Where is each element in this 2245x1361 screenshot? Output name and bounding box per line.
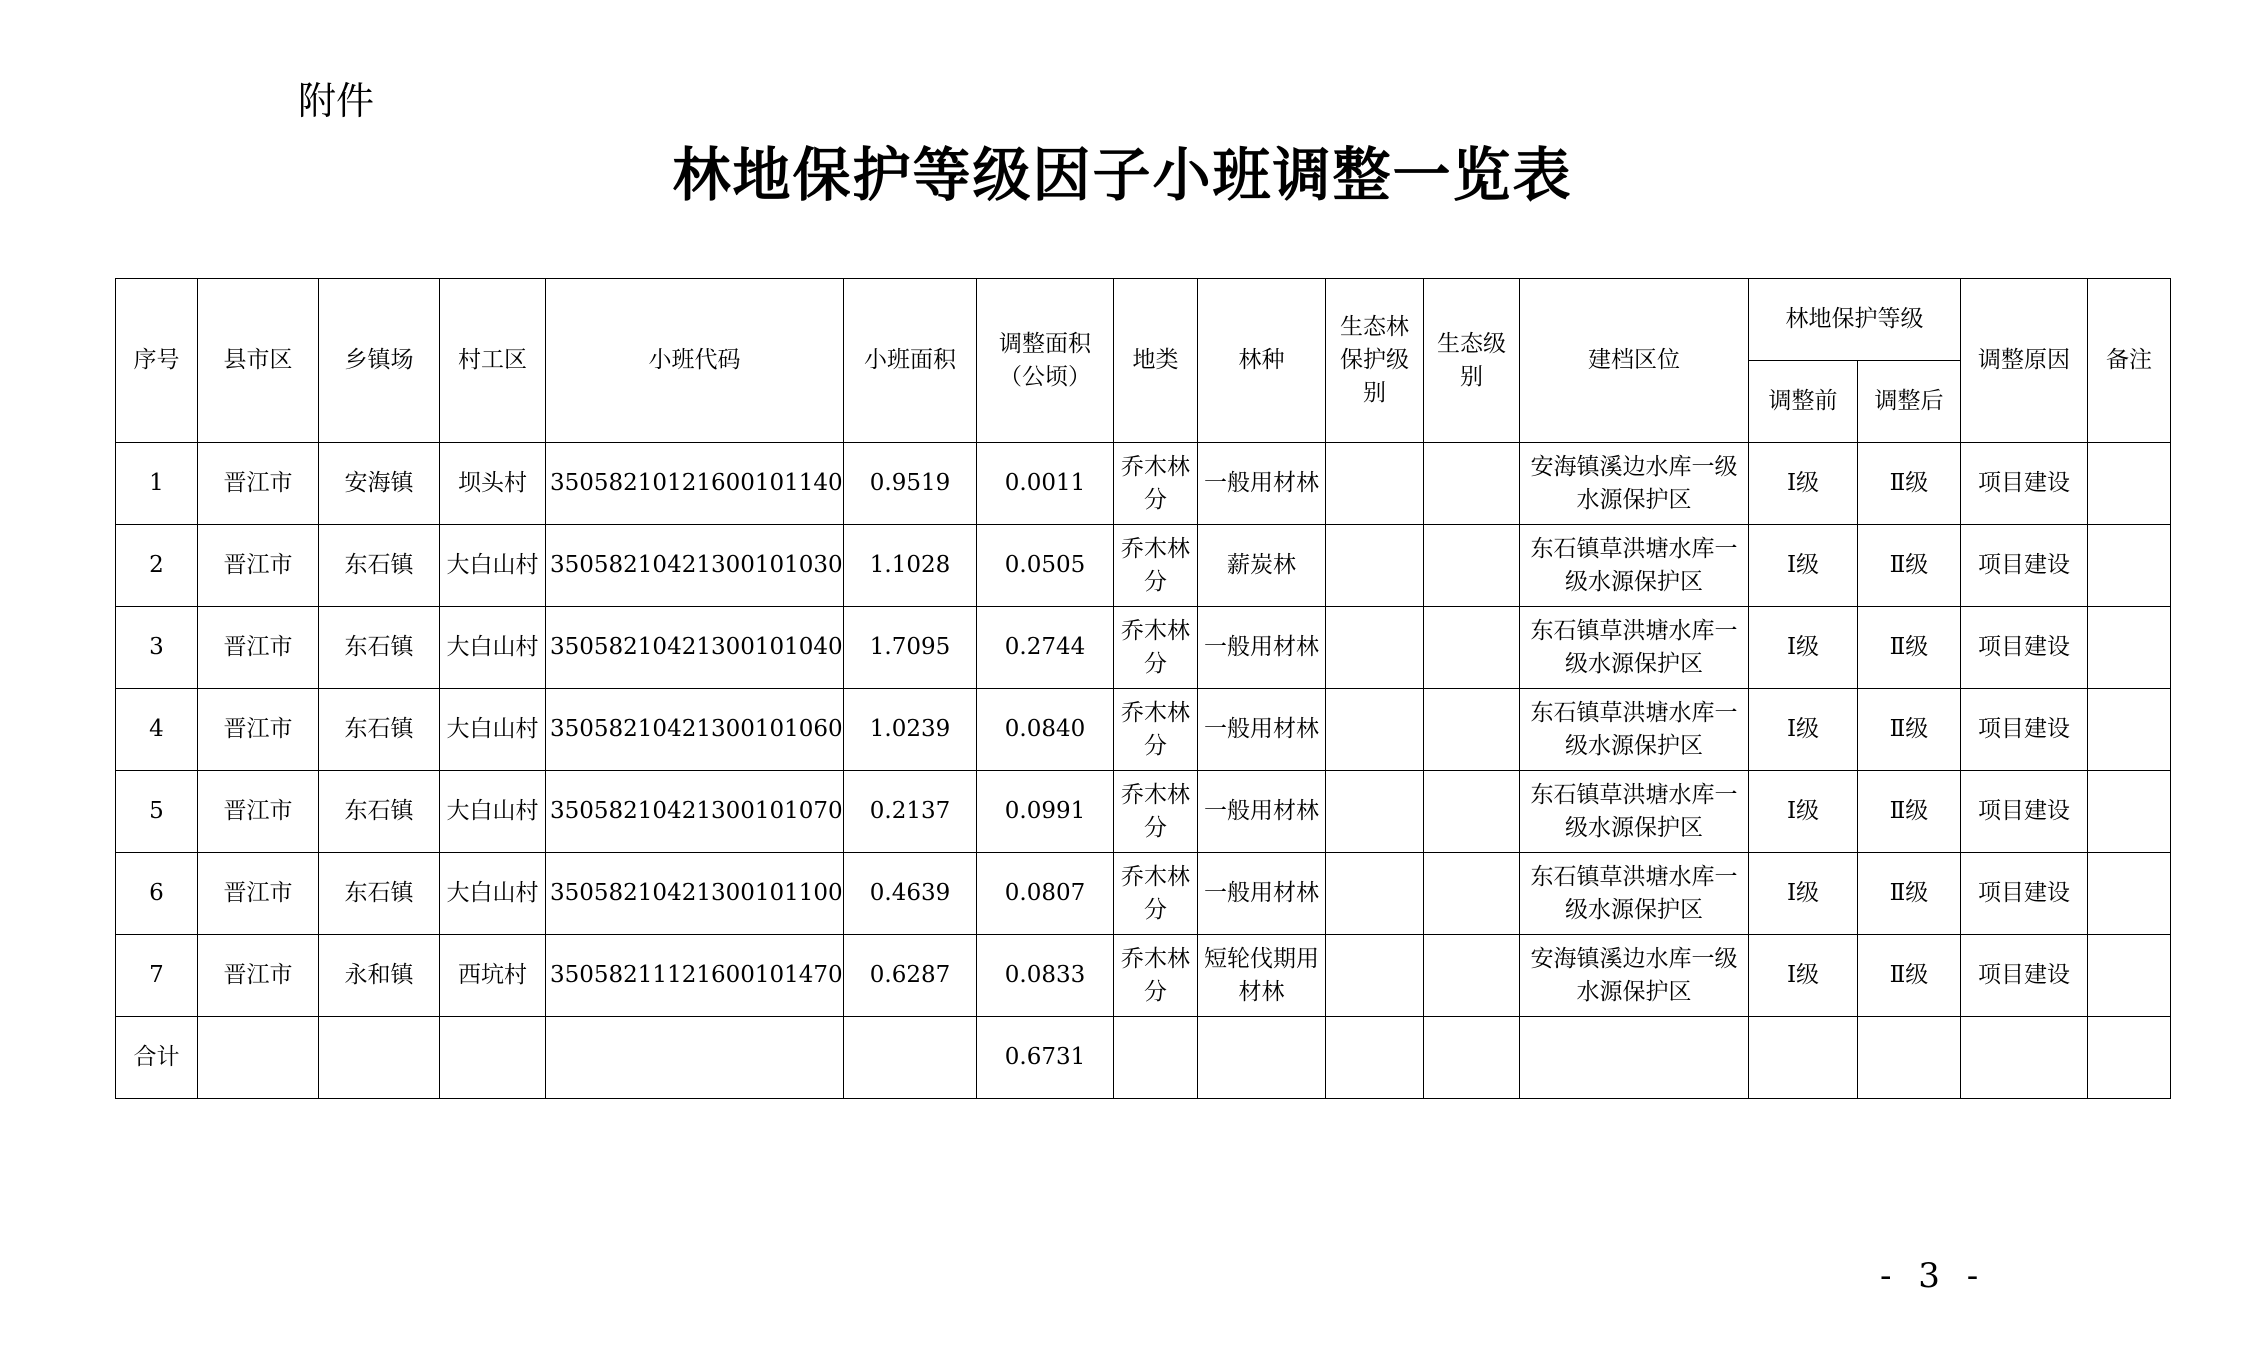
cell-eco-level (1326, 525, 1424, 607)
header-note: 备注 (2088, 279, 2171, 443)
cell-adj-area: 0.0505 (977, 525, 1114, 607)
cell-town: 永和镇 (319, 935, 440, 1017)
cell-adj-area: 0.0833 (977, 935, 1114, 1017)
header-after: 调整后 (1858, 361, 1961, 443)
cell-adj-area: 0.0807 (977, 853, 1114, 935)
table-row (116, 853, 2171, 935)
cell-note (2088, 607, 2171, 689)
cell-county: 晋江市 (198, 525, 319, 607)
header-eco-grade: 生态级别 (1424, 279, 1520, 443)
total-row (116, 1017, 2171, 1099)
cell-zone: 安海镇溪边水库一级水源保护区 (1520, 443, 1749, 525)
attachment-label: 附件 (298, 79, 375, 123)
cell-note (2088, 771, 2171, 853)
cell-area: 0.9519 (844, 443, 977, 525)
header-town: 乡镇场 (319, 279, 440, 443)
cell-code: 35058210421300101040 (546, 607, 844, 689)
cell-county: 晋江市 (198, 853, 319, 935)
cell-after: Ⅱ级 (1858, 853, 1961, 935)
cell-reason: 项目建设 (1961, 443, 2088, 525)
cell-village: 西坑村 (440, 935, 546, 1017)
cell-land-type: 乔木林分 (1114, 607, 1198, 689)
cell-county: 晋江市 (198, 935, 319, 1017)
cell-forest-type: 一般用材林 (1198, 607, 1326, 689)
cell-eco-grade (1424, 771, 1520, 853)
cell-forest-type: 一般用材林 (1198, 689, 1326, 771)
cell-after: Ⅱ级 (1858, 607, 1961, 689)
cell-land-type: 乔木林分 (1114, 771, 1198, 853)
cell-seq: 2 (116, 525, 198, 607)
cell-reason: 项目建设 (1961, 935, 2088, 1017)
cell-adj-area: 0.0840 (977, 689, 1114, 771)
cell-village: 大白山村 (440, 853, 546, 935)
cell-village: 坝头村 (440, 443, 546, 525)
cell-zone: 东石镇草洪塘水库一级水源保护区 (1520, 525, 1749, 607)
page-number: - 3 - (1880, 1256, 1987, 1296)
header-zone: 建档区位 (1520, 279, 1749, 443)
cell-seq: 5 (116, 771, 198, 853)
cell-village: 大白山村 (440, 525, 546, 607)
cell-town: 东石镇 (319, 853, 440, 935)
cell-town: 东石镇 (319, 607, 440, 689)
cell-land-type: 乔木林分 (1114, 689, 1198, 771)
cell-note (2088, 689, 2171, 771)
table-row (116, 689, 2171, 771)
header-before: 调整前 (1749, 361, 1858, 443)
table-row (116, 607, 2171, 689)
cell-town: 安海镇 (319, 443, 440, 525)
cell-reason: 项目建设 (1961, 607, 2088, 689)
cell-adj-area: 0.2744 (977, 607, 1114, 689)
cell-after: Ⅱ级 (1858, 771, 1961, 853)
cell-area: 1.0239 (844, 689, 977, 771)
cell-eco-level (1326, 689, 1424, 771)
header-area: 小班面积 (844, 279, 977, 443)
cell-code: 35058210421300101030 (546, 525, 844, 607)
cell-seq: 6 (116, 853, 198, 935)
cell-eco-level (1326, 607, 1424, 689)
cell-area: 0.2137 (844, 771, 977, 853)
cell-before: Ⅰ级 (1749, 771, 1858, 853)
cell-eco-level (1326, 443, 1424, 525)
cell-before: Ⅰ级 (1749, 853, 1858, 935)
cell-forest-type: 一般用材林 (1198, 771, 1326, 853)
cell-area: 0.4639 (844, 853, 977, 935)
cell-note (2088, 525, 2171, 607)
cell-village: 大白山村 (440, 607, 546, 689)
cell-before: Ⅰ级 (1749, 935, 1858, 1017)
cell-village: 大白山村 (440, 689, 546, 771)
cell-code: 35058211121600101470 (546, 935, 844, 1017)
cell-area: 1.1028 (844, 525, 977, 607)
cell-county: 晋江市 (198, 771, 319, 853)
cell-eco-level (1326, 771, 1424, 853)
cell-code: 35058210421300101060 (546, 689, 844, 771)
cell-eco-grade (1424, 607, 1520, 689)
cell-eco-grade (1424, 443, 1520, 525)
cell-before: Ⅰ级 (1749, 443, 1858, 525)
cell-seq: 7 (116, 935, 198, 1017)
header-reason: 调整原因 (1961, 279, 2088, 443)
cell-eco-level (1326, 935, 1424, 1017)
cell-county: 晋江市 (198, 443, 319, 525)
adjustment-table (115, 278, 2171, 1099)
header-village: 村工区 (440, 279, 546, 443)
cell-area: 0.6287 (844, 935, 977, 1017)
header-adj-area: 调整面积（公顷） (977, 279, 1114, 443)
cell-zone: 东石镇草洪塘水库一级水源保护区 (1520, 771, 1749, 853)
cell-forest-type: 一般用材林 (1198, 853, 1326, 935)
cell-note (2088, 443, 2171, 525)
cell-town: 东石镇 (319, 771, 440, 853)
table-row (116, 525, 2171, 607)
cell-code: 35058210421300101070 (546, 771, 844, 853)
cell-seq: 3 (116, 607, 198, 689)
cell-after: Ⅱ级 (1858, 525, 1961, 607)
cell-after: Ⅱ级 (1858, 443, 1961, 525)
cell-reason: 项目建设 (1961, 853, 2088, 935)
cell-before: Ⅰ级 (1749, 689, 1858, 771)
cell-seq: 4 (116, 689, 198, 771)
cell-area: 1.7095 (844, 607, 977, 689)
cell-code: 35058210421300101100 (546, 853, 844, 935)
total-adj-area: 0.6731 (977, 1017, 1114, 1099)
cell-reason: 项目建设 (1961, 689, 2088, 771)
table-row (116, 443, 2171, 525)
cell-land-type: 乔木林分 (1114, 853, 1198, 935)
cell-reason: 项目建设 (1961, 771, 2088, 853)
header-code: 小班代码 (546, 279, 844, 443)
cell-note (2088, 935, 2171, 1017)
total-label: 合计 (116, 1017, 198, 1099)
header-eco-level: 生态林保护级别 (1326, 279, 1424, 443)
cell-seq: 1 (116, 443, 198, 525)
table-row (116, 935, 2171, 1017)
cell-land-type: 乔木林分 (1114, 443, 1198, 525)
cell-land-type: 乔木林分 (1114, 525, 1198, 607)
cell-county: 晋江市 (198, 607, 319, 689)
cell-land-type: 乔木林分 (1114, 935, 1198, 1017)
cell-eco-grade (1424, 689, 1520, 771)
cell-zone: 东石镇草洪塘水库一级水源保护区 (1520, 607, 1749, 689)
cell-forest-type: 一般用材林 (1198, 443, 1326, 525)
cell-eco-grade (1424, 935, 1520, 1017)
cell-after: Ⅱ级 (1858, 689, 1961, 771)
cell-town: 东石镇 (319, 525, 440, 607)
cell-adj-area: 0.0011 (977, 443, 1114, 525)
cell-village: 大白山村 (440, 771, 546, 853)
cell-code: 35058210121600101140 (546, 443, 844, 525)
cell-before: Ⅰ级 (1749, 525, 1858, 607)
header-county: 县市区 (198, 279, 319, 443)
cell-reason: 项目建设 (1961, 525, 2088, 607)
cell-adj-area: 0.0991 (977, 771, 1114, 853)
cell-zone: 东石镇草洪塘水库一级水源保护区 (1520, 689, 1749, 771)
cell-zone: 东石镇草洪塘水库一级水源保护区 (1520, 853, 1749, 935)
cell-zone: 安海镇溪边水库一级水源保护区 (1520, 935, 1749, 1017)
cell-eco-level (1326, 853, 1424, 935)
cell-forest-type: 短轮伐期用材林 (1198, 935, 1326, 1017)
cell-county: 晋江市 (198, 689, 319, 771)
cell-after: Ⅱ级 (1858, 935, 1961, 1017)
header-land-type: 地类 (1114, 279, 1198, 443)
cell-town: 东石镇 (319, 689, 440, 771)
cell-eco-grade (1424, 853, 1520, 935)
cell-before: Ⅰ级 (1749, 607, 1858, 689)
page-title: 林地保护等级因子小班调整一览表 (672, 141, 1573, 209)
table-row (116, 771, 2171, 853)
header-forest-type: 林种 (1198, 279, 1326, 443)
cell-note (2088, 853, 2171, 935)
cell-forest-type: 薪炭林 (1198, 525, 1326, 607)
cell-eco-grade (1424, 525, 1520, 607)
header-seq: 序号 (116, 279, 198, 443)
header-protection: 林地保护等级 (1749, 279, 1961, 361)
